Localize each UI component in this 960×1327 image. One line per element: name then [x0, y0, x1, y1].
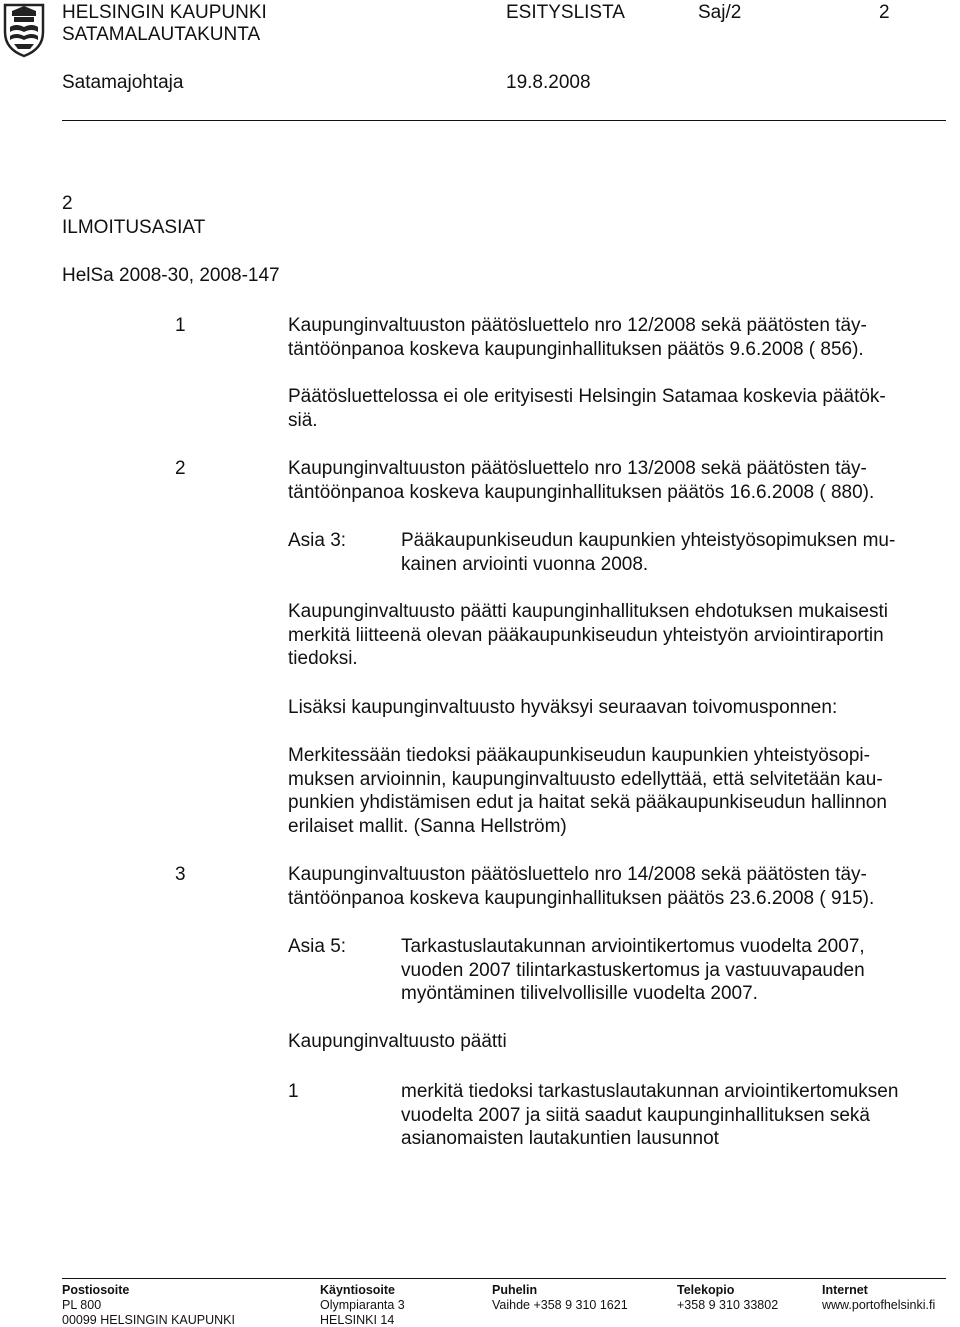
entry-text: Kaupunginvaltuuston päätösluettelo nro 12/2008 sekä päätösten täy- täntöönpanoa koskeva kaupunginhallituksen päätös 9.6.2008 ( 856). [288, 315, 867, 360]
meeting-date: 19.8.2008 [506, 72, 591, 93]
sub-item-number: 1 [288, 1081, 299, 1102]
footer-internet-label: Internet [822, 1283, 868, 1297]
footer-divider [62, 1278, 946, 1279]
header-divider [62, 120, 946, 121]
footer-phone-value: Vaihde +358 9 310 1621 [492, 1298, 628, 1312]
item-title: ILMOITUSASIAT [62, 217, 206, 238]
item-reference: HelSa 2008-30, 2008-147 [62, 265, 280, 286]
sub-item-text: merkitä tiedoksi tarkastuslautakunnan arviointikertomuksen vuodelta 2007 ja siitä saadut kaupunginhallituksen sekä asianomaisten lautakuntien lausunnot [401, 1081, 899, 1149]
entry-number: 2 [175, 458, 186, 479]
section-code: Saj/2 [698, 2, 742, 23]
entry-note: Päätösluettelossa ei ole erityisesti Helsingin Satamaa koskevia päätök- siä. [288, 386, 886, 431]
footer-fax-value: +358 9 310 33802 [677, 1298, 779, 1312]
page-number: 2 [879, 2, 890, 23]
footer-visit-label: Käyntiosoite [320, 1283, 396, 1297]
asia-label: Asia 5: [288, 936, 347, 957]
org-name: HELSINGIN KAUPUNKI [62, 2, 267, 23]
asia-title: Tarkastuslautakunnan arviointikertomus vuodelta 2007, vuoden 2007 tilintarkastuskertomus ja vastuuvapauden myöntäminen tilivelvollisille vuodelta 2007. [401, 936, 865, 1004]
footer-fax-label: Telekopio [677, 1283, 735, 1297]
entry-text: Kaupunginvaltuuston päätösluettelo nro 13/2008 sekä päätösten täy- täntöönpanoa koskeva kaupunginhallituksen päätös 16.6.2008 ( 880). [288, 458, 875, 503]
motion-intro: Lisäksi kaupunginvaltuusto hyväksyi seuraavan toivomusponnen: [288, 697, 838, 718]
footer-internet-link[interactable]: www.portofhelsinki.fi [822, 1298, 936, 1312]
footer-visit-line2: HELSINKI 14 [320, 1313, 395, 1327]
entry-text: Kaupunginvaltuuston päätösluettelo nro 14/2008 sekä päätösten täy- täntöönpanoa koskeva kaupunginhallituksen päätös 23.6.2008 ( 915). [288, 864, 875, 909]
footer-phone-label: Puhelin [492, 1283, 538, 1297]
footer-postal-label: Postiosoite [62, 1283, 130, 1297]
item-number: 2 [62, 193, 73, 214]
entry-number: 3 [175, 864, 186, 885]
committee-name: SATAMALAUTAKUNTA [62, 24, 261, 45]
asia-title: Pääkaupunkiseudun kaupunkien yhteistyösopimuksen mu- kainen arviointi vuonna 2008. [401, 530, 896, 575]
city-coat-of-arms-logo [2, 2, 46, 58]
motion-text: Merkitessään tiedoksi pääkaupunkiseudun kaupunkien yhteistyösopi- muksen arvioinnin, kaupunginvaltuusto edellyttää, että selvitetään kau- punkien yhdistämisen edut ja haitat sekä pääkaupunkiseudun hallinnon erilaiset mallit. (Sanna Hellström) [288, 745, 887, 837]
footer-postal-line1: PL 800 [62, 1298, 102, 1312]
footer-visit-line1: Olympiaranta 3 [320, 1298, 405, 1312]
footer-postal-line2: 00099 HELSINGIN KAUPUNKI [62, 1313, 235, 1327]
presenter: Satamajohtaja [62, 72, 184, 93]
decision-intro: Kaupunginvaltuusto päätti [288, 1031, 507, 1052]
decision-paragraph: Kaupunginvaltuusto päätti kaupunginhallituksen ehdotuksen mukaisesti merkitä liitteenä olevan pääkaupunkiseudun yhteistyön arviointiraportin tiedoksi. [288, 601, 888, 669]
entry-number: 1 [175, 315, 186, 336]
doc-type: ESITYSLISTA [506, 2, 625, 23]
asia-label: Asia 3: [288, 530, 347, 551]
